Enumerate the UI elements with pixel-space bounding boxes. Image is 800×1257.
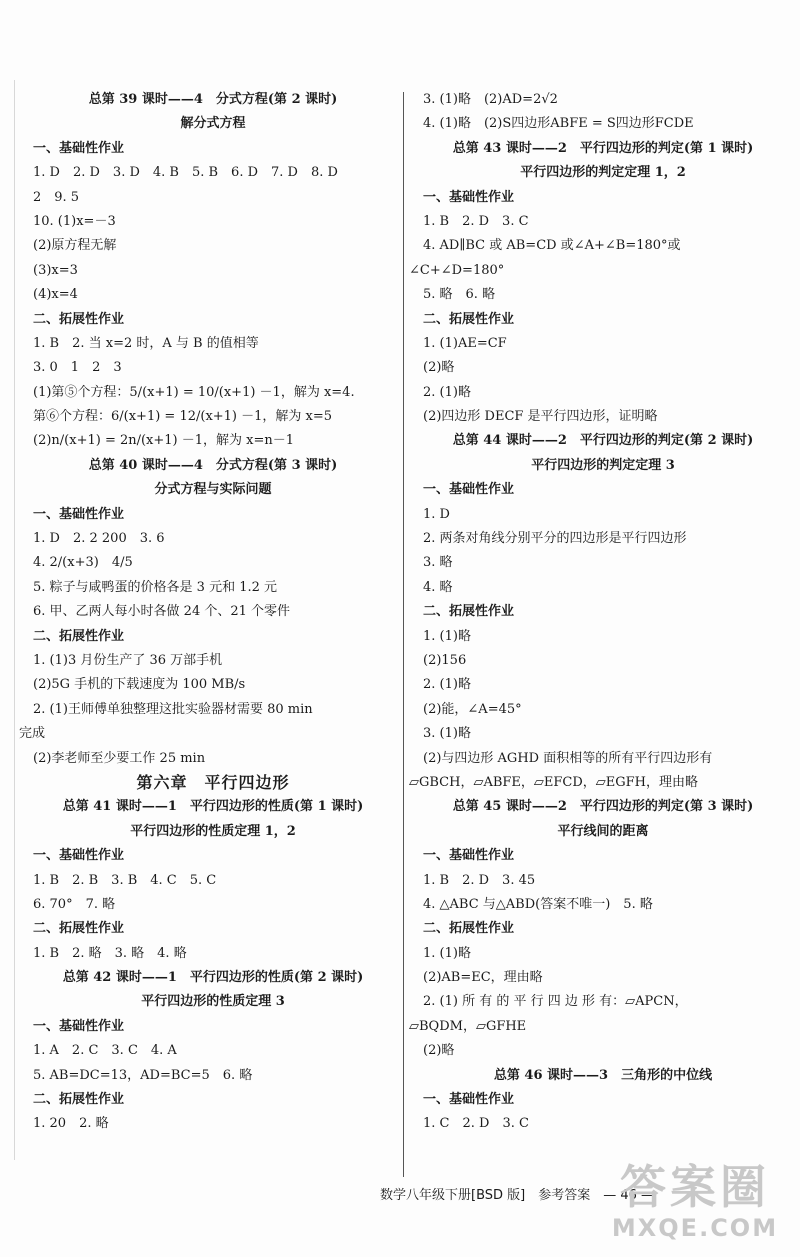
answer-line: 1. D 2. D 3. D 4. B 5. B 6. D 7. D 8. D: [33, 165, 338, 181]
answer-line: 完成: [19, 726, 46, 742]
answer-line: 1. B 2. 略 3. 略 4. 略: [33, 945, 187, 961]
answer-line: 10. (1)x=－3: [33, 213, 116, 229]
homework-type-heading: 二、拓展性作业: [33, 1092, 125, 1108]
answer-line: (2)略: [423, 360, 455, 376]
answer-line: 4. 2/(x+3) 4/5: [33, 555, 133, 571]
section-heading: 总第 41 课时——1 平行四边形的性质(第 1 课时): [62, 799, 364, 815]
answer-line: 1. (1)AE=CF: [423, 335, 507, 351]
homework-type-heading: 一、基础性作业: [33, 1018, 125, 1034]
answer-line: 5. AB=DC=13，AD=BC=5 6. 略: [33, 1067, 253, 1083]
answer-line: (2)李老师至少要工作 25 min: [33, 750, 206, 766]
answer-line: 3. 略: [423, 555, 453, 571]
section-heading: 平行线间的距离: [557, 823, 649, 839]
homework-type-heading: 二、拓展性作业: [33, 628, 125, 644]
homework-type-heading: 二、拓展性作业: [33, 311, 125, 327]
answer-line: (2)n/(x+1) = 2n/(x+1) －1，解为 x=n－1: [33, 433, 295, 449]
homework-type-heading: 一、基础性作业: [423, 848, 515, 864]
chapter-title: 第六章 平行四边形: [136, 772, 290, 792]
answer-line: 4. △ABC 与△ABD(答案不唯一) 5. 略: [423, 896, 653, 912]
homework-type-heading: 一、基础性作业: [423, 482, 515, 498]
section-heading: 解分式方程: [180, 116, 246, 132]
answer-line: 2. 两条对角线分别平分的四边形是平行四边形: [423, 531, 687, 547]
answer-line: 3. 0 1 2 3: [33, 360, 122, 376]
homework-type-heading: 一、基础性作业: [33, 848, 125, 864]
section-heading: 平行四边形的判定定理 3: [531, 457, 675, 473]
answer-line: 4. (1)略 (2)S四边形ABFE = S四边形FCDE: [423, 116, 694, 132]
answer-line: 1. (1)略: [423, 628, 471, 644]
homework-type-heading: 一、基础性作业: [33, 140, 125, 156]
section-heading: 总第 46 课时——3 三角形的中位线: [493, 1067, 713, 1083]
answer-line: (1)第⑤个方程：5/(x+1) = 10/(x+1) －1，解为 x=4.: [33, 384, 355, 400]
answer-line: 1. B 2. D 3. 45: [423, 872, 536, 888]
answer-line: (2)5G 手机的下载速度为 100 MB/s: [33, 677, 246, 693]
answer-line: 5. 略 6. 略: [423, 287, 496, 303]
answer-line: (2)四边形 DECF 是平行四边形，证明略: [423, 409, 658, 425]
section-heading: 平行四边形的性质定理 3: [141, 994, 285, 1010]
answer-line: 6. 70° 7. 略: [33, 896, 116, 912]
section-heading: 总第 43 课时——2 平行四边形的判定(第 1 课时): [452, 140, 754, 156]
answer-line: (2)原方程无解: [33, 238, 117, 254]
section-heading: 平行四边形的性质定理 1，2: [130, 823, 296, 839]
section-heading: 总第 42 课时——1 平行四边形的性质(第 2 课时): [62, 970, 364, 986]
section-heading: 总第 40 课时——4 分式方程(第 3 课时): [88, 457, 338, 473]
right-column: [409, 88, 783, 1137]
answer-line: 第⑥个方程：6/(x+1) = 12/(x+1) －1，解为 x=5: [33, 409, 333, 425]
answer-line: 1. B 2. 当 x=2 时，A 与 B 的值相等: [33, 335, 259, 351]
homework-type-heading: 一、基础性作业: [423, 189, 515, 205]
homework-type-heading: 二、拓展性作业: [423, 604, 515, 620]
answer-line: (4)x=4: [33, 287, 78, 303]
watermark-text: 答案圈: [620, 1160, 770, 1214]
answer-line: 3. (1)略: [423, 726, 471, 742]
section-heading: 总第 44 课时——2 平行四边形的判定(第 2 课时): [452, 433, 754, 449]
answer-line: 1. B 2. D 3. C: [423, 213, 529, 229]
answer-line: 2. (1)王师傅单独整理这批实验器材需要 80 min: [33, 701, 313, 717]
answer-line: 1. D 2. 2 200 3. 6: [33, 531, 165, 547]
answer-line: (2)略: [423, 1043, 455, 1059]
answer-line: (2)能，∠A=45°: [423, 701, 522, 717]
section-heading: 总第 45 课时——2 平行四边形的判定(第 3 课时): [452, 799, 754, 815]
column-divider: [403, 92, 404, 1177]
answer-line: 4. AD∥BC 或 AB=CD 或∠A+∠B=180°或: [423, 238, 681, 254]
left-column: [19, 88, 393, 1137]
answer-line: 2. (1)略: [423, 384, 471, 400]
answer-line: (2)与四边形 AGHD 面积相等的所有平行四边形有: [423, 750, 713, 766]
section-heading: 总第 39 课时——4 分式方程(第 2 课时): [88, 92, 338, 107]
answer-line: 4. 略: [423, 579, 453, 595]
answer-line: ▱BQDM，▱GFHE: [409, 1018, 527, 1034]
homework-type-heading: 一、基础性作业: [33, 506, 125, 522]
answer-line: 2. (1) 所 有 的 平 行 四 边 形 有：▱APCN，: [423, 994, 688, 1010]
homework-type-heading: 二、拓展性作业: [33, 921, 125, 937]
answer-line: 1. D: [423, 506, 450, 522]
answer-line: 3. (1)略 (2)AD=2√2: [423, 92, 558, 107]
answer-line: 2. (1)略: [423, 677, 471, 693]
answer-line: ∠C+∠D=180°: [409, 262, 505, 278]
answer-line: 1. (1)3 月份生产了 36 万部手机: [33, 652, 223, 668]
answer-line: 6. 甲、乙两人每小时各做 24 个、21 个零件: [33, 604, 291, 620]
page-edge-line: [14, 80, 15, 1160]
answer-line: (2)156: [423, 652, 467, 668]
watermark-url: MXQE.COM: [611, 1214, 779, 1242]
answer-line: ▱GBCH，▱ABFE，▱EFCD，▱EGFH，理由略: [409, 774, 699, 790]
answer-line: (2)AB=EC，理由略: [423, 970, 543, 986]
section-heading: 分式方程与实际问题: [154, 482, 272, 498]
homework-type-heading: 二、拓展性作业: [423, 921, 515, 937]
homework-type-heading: 一、基础性作业: [423, 1092, 515, 1108]
watermark-logo: [600, 1160, 790, 1250]
answer-line: 5. 粽子与咸鸭蛋的价格各是 3 元和 1.2 元: [33, 579, 278, 595]
page-footer: 数学八年级下册[BSD 版] 参考答案 — 46 —: [380, 1188, 655, 1203]
answer-line: (3)x=3: [33, 262, 78, 278]
answer-line: 2 9. 5: [33, 189, 80, 205]
answer-line: 1. (1)略: [423, 945, 471, 961]
answer-line: 1. 20 2. 略: [33, 1116, 109, 1132]
answer-line: 1. B 2. B 3. B 4. C 5. C: [33, 872, 217, 888]
homework-type-heading: 二、拓展性作业: [423, 311, 515, 327]
section-heading: 平行四边形的判定定理 1，2: [520, 165, 686, 181]
answer-line: 1. A 2. C 3. C 4. A: [33, 1043, 177, 1059]
answer-line: 1. C 2. D 3. C: [423, 1116, 529, 1132]
